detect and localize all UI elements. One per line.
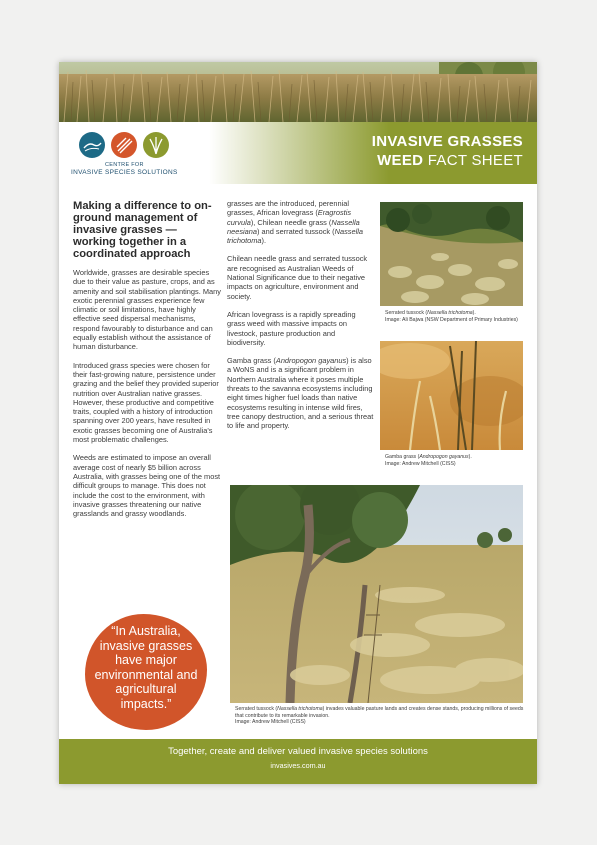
paragraph-lovegrass: African lovegrass is a rapidly spreading grass weed with massive impacts on livestock, pasture production and biodiversity. — [227, 309, 356, 347]
photo-tussock-pasture — [230, 485, 523, 703]
logo-line2: INVASIVE SPECIES SOLUTIONS — [71, 169, 178, 176]
title-line2 — [377, 152, 523, 169]
hero-grass-photo — [59, 62, 537, 122]
footer-tagline: Together, create and deliver valued invasive species solutions — [168, 746, 428, 757]
title-banner — [209, 122, 537, 184]
title-line1: INVASIVE GRASSES — [371, 133, 523, 150]
caption-photo-3: Serrated tussock (Nassella trichotoma) invades valuable pasture lands and creates dense stands, producing millions of seeds that contribute to its remarkable invasion. Image: Andrew Mitchell (CISS) — [235, 706, 524, 726]
logo-green-circle-icon — [143, 132, 169, 158]
paragraph-1: Worldwide, grasses are desirable species due to their value as pasture, crops, and as amenity and soil stabilisation plantings. Many exotic perennial grasses experience few climatic or soil limitations, have highly effective seed dispersal mechanisms, respond favourably to disturbance and can equally establish without the assistance of human disturbance. — [73, 268, 221, 352]
footer-url[interactable]: invasives.com.au — [270, 761, 326, 770]
footer-banner — [59, 739, 537, 784]
logo-blue-circle-icon — [79, 132, 105, 158]
paragraph-grass-species: grasses are the introduced, perennial grasses, African lovegrass (Eragrostis curvula), Chilean needle grass (Nassella neesiana) and serrated tussock (Nassella trichotoma). — [227, 199, 363, 246]
paragraph-3: Weeds are estimated to impose an overall average cost of nearly $5 billion across Australia, with grasses being one of the most difficult groups to manage. This does not include the cost to the environment, with invasive grasses threatening our native grasslands and grassy woodlands. — [73, 453, 221, 519]
title-fact-sheet: FACT SHEET — [423, 152, 523, 169]
photo-serrated-tussock-hillside — [380, 202, 523, 306]
column-2 — [227, 199, 375, 440]
fact-sheet-page — [59, 62, 537, 784]
paragraph-wons: Chilean needle grass and serrated tussock are recognised as Australian Weeds of National Significance due to their negative impacts on agriculture, environment and society. — [227, 254, 368, 301]
quote-text: “In Australia, invasive grasses have major environmental and agricultural impacts.” — [94, 624, 198, 711]
quote-callout — [85, 614, 207, 730]
paragraph-2: Introduced grass species were chosen for their fast-growing nature, persistence under grazing and the belief they provided superior nutrition over Australian native grasses. However, these productive and competitive traits, coupled with a history of introduction spanning over 200 years, have resulted in exotic grasses becoming one of Australia's most problematic challenges. — [73, 360, 219, 445]
paragraph-gamba: Gamba grass (Andropogon gayanus) is also a WoNS and is a significant problem in Northern Australia where it poses multiple threats to the savanna ecosystems including eight times higher fuel loads than native ecosystems resulting in intense wild fires, tree canopy destruction, and a serious threat to life and property. — [227, 356, 374, 431]
title-weed: WEED — [377, 152, 424, 169]
column-1 — [73, 200, 221, 527]
logo-orange-circle-icon — [111, 132, 137, 158]
caption-photo-2: Gamba grass (Andropogon gayanus). Image: Andrew Mitchell (CISS) — [385, 454, 472, 467]
photo-gamba-grass — [380, 341, 523, 450]
section-heading: Making a difference to on-ground management of invasive grasses — working together in a coordinated approach — [73, 200, 212, 260]
caption-photo-1: Serrated tussock (Nassella trichotoma). Image: Ali Bajwa (NSW Department of Primary Industries) — [385, 310, 518, 323]
logo-line1: CENTRE FOR — [105, 162, 144, 168]
logo-text — [71, 162, 178, 176]
